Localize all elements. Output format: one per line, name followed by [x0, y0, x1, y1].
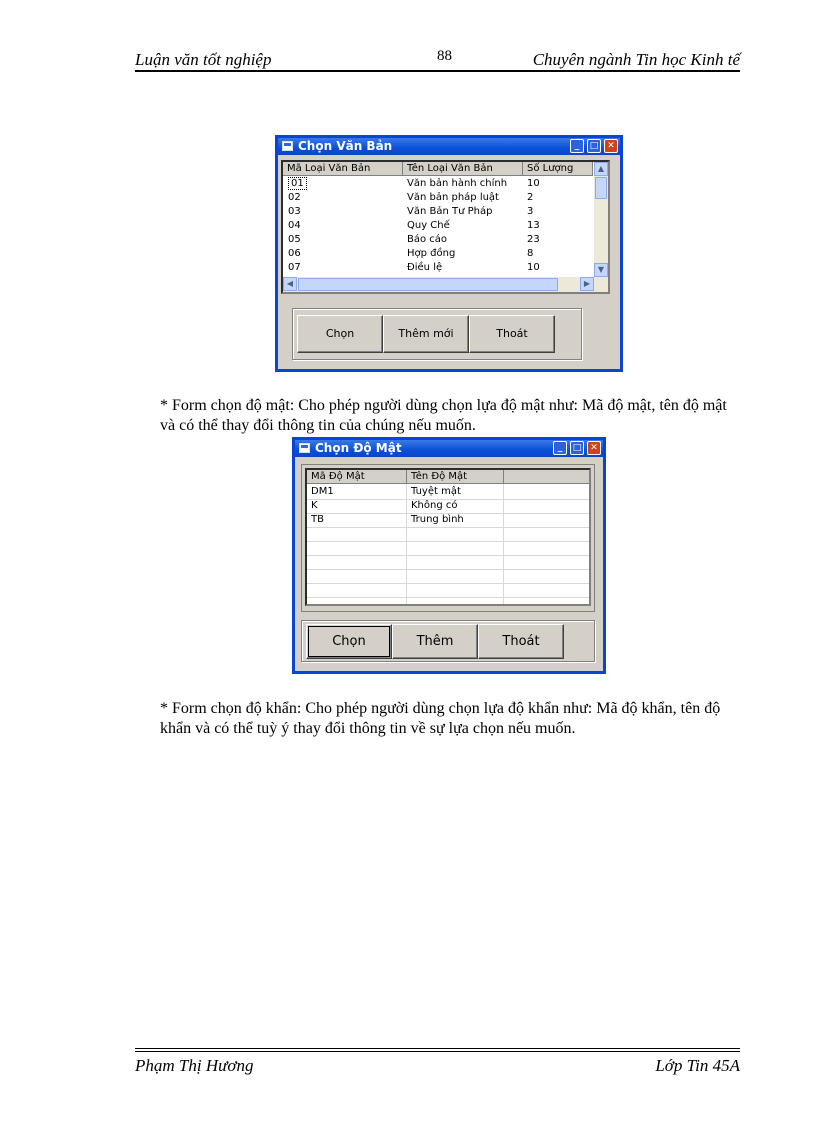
app-icon [282, 141, 293, 151]
button-group [301, 620, 595, 662]
cell-ten: Trung bình [411, 514, 464, 525]
close-icon[interactable]: ✕ [604, 139, 618, 153]
horizontal-scrollbar[interactable] [283, 277, 608, 292]
window-title: Chọn Độ Mật [315, 441, 402, 455]
minimize-icon[interactable]: _ [553, 441, 567, 455]
grid-line [307, 569, 589, 570]
cell-ma: 05 [288, 234, 301, 245]
cell-ten: Văn Bản Tư Pháp [407, 206, 493, 217]
header-major-label: Chuyên ngành Tin học Kinh tế [532, 50, 740, 69]
close-icon[interactable]: ✕ [587, 441, 601, 455]
column-header-ma[interactable]: Mã Độ Mật [307, 470, 407, 484]
minimize-icon[interactable]: _ [570, 139, 584, 153]
page-header [135, 50, 740, 70]
footer-rule [135, 1048, 740, 1049]
window-titlebar[interactable] [278, 138, 620, 155]
cell-ma: 06 [288, 248, 301, 259]
table-row[interactable] [283, 177, 608, 191]
cell-ma: K [311, 500, 318, 511]
window-titlebar[interactable] [295, 440, 603, 457]
grid-line [307, 597, 589, 598]
page-footer [135, 1056, 740, 1076]
page-number: 88 [437, 48, 452, 64]
scroll-thumb-horizontal[interactable] [298, 278, 558, 291]
them-moi-button[interactable]: Thêm mới [383, 315, 469, 353]
cell-ma: TB [311, 514, 324, 525]
table-row[interactable] [283, 233, 608, 247]
maximize-icon[interactable]: □ [587, 139, 601, 153]
maximize-icon[interactable]: □ [570, 441, 584, 455]
cell-ten: Hợp đồng [407, 248, 456, 259]
cell-ma: 02 [288, 192, 301, 203]
cell-ten: Báo cáo [407, 234, 448, 245]
cell-ten: Điều lệ [407, 262, 443, 273]
column-header-extra[interactable] [504, 470, 591, 484]
scroll-left-icon[interactable]: ◀ [283, 277, 297, 291]
chon-do-mat-window [292, 437, 606, 674]
cell-ten: Không có [411, 500, 458, 511]
cell-so-luong: 13 [527, 220, 540, 231]
them-button[interactable]: Thêm [392, 624, 478, 659]
scroll-up-icon[interactable]: ▲ [594, 162, 608, 176]
chon-van-ban-window [275, 135, 623, 372]
scroll-thumb[interactable] [595, 177, 607, 199]
cell-ten: Văn bản pháp luật [407, 192, 499, 203]
van-ban-grid[interactable] [281, 160, 610, 294]
header-thesis-label: Luận văn tốt nghiệp [135, 50, 272, 69]
column-header-ten[interactable]: Tên Độ Mật [407, 470, 504, 484]
paragraph-do-khan: * Form chọn độ khẩn: Cho phép người dùng chọn lựa độ khẩn như: Mã độ khẩn, tên độ khẩn và có thể tuỳ ý thay đổi thông tin về sự lựa chọn nếu muốn. [160, 700, 721, 737]
table-row[interactable] [307, 485, 589, 499]
chon-button[interactable]: Chọn [297, 315, 383, 353]
table-row[interactable] [283, 219, 608, 233]
do-mat-grid[interactable] [305, 468, 591, 606]
cell-ma: DM1 [311, 486, 334, 497]
grid-line [307, 527, 589, 528]
cell-ma: 07 [288, 262, 301, 273]
cell-ma[interactable]: 01 [288, 177, 307, 190]
cell-so-luong: 2 [527, 192, 534, 203]
column-header-ma[interactable]: Mã Loại Văn Bản [283, 162, 403, 176]
table-row[interactable] [283, 191, 608, 205]
cell-ten: Văn bản hành chính [407, 178, 508, 189]
cell-so-luong: 23 [527, 234, 540, 245]
table-row[interactable] [307, 499, 589, 513]
scroll-right-icon[interactable]: ▶ [580, 277, 594, 291]
cell-ma: 04 [288, 220, 301, 231]
thoat-button[interactable]: Thoát [469, 315, 555, 353]
header-rule [135, 70, 740, 72]
table-row[interactable] [307, 513, 589, 527]
cell-ten: Tuyệt mật [411, 486, 461, 497]
button-group [292, 308, 582, 360]
grid-line [307, 541, 589, 542]
cell-ten: Quy Chế [407, 220, 450, 231]
footer-class: Lớp Tin 45A [655, 1056, 740, 1075]
cell-so-luong: 10 [527, 262, 540, 273]
table-row[interactable] [283, 205, 608, 219]
app-icon [299, 443, 310, 453]
footer-author: Phạm Thị Hương [135, 1056, 254, 1075]
vertical-scrollbar[interactable] [594, 162, 608, 277]
grid-line [307, 555, 589, 556]
footer-rule [135, 1051, 740, 1052]
thoat-button[interactable]: Thoát [478, 624, 564, 659]
window-title: Chọn Văn Bản [298, 139, 393, 153]
table-row[interactable] [283, 261, 608, 275]
column-header-ten[interactable]: Tên Loại Văn Bản [403, 162, 523, 176]
cell-ma: 03 [288, 206, 301, 217]
column-header-so-luong[interactable]: Số Lượng [523, 162, 593, 176]
paragraph-do-mat: * Form chọn độ mật: Cho phép người dùng chọn lựa độ mật như: Mã độ mật, tên độ mật và có thể thay đổi thông tin của chúng nếu muốn. [160, 397, 727, 434]
chon-button[interactable]: Chọn [306, 624, 392, 659]
cell-so-luong: 3 [527, 206, 534, 217]
scroll-down-icon[interactable]: ▼ [594, 263, 608, 277]
cell-so-luong: 10 [527, 178, 540, 189]
cell-so-luong: 8 [527, 248, 534, 259]
table-row[interactable] [283, 247, 608, 261]
grid-line [307, 583, 589, 584]
